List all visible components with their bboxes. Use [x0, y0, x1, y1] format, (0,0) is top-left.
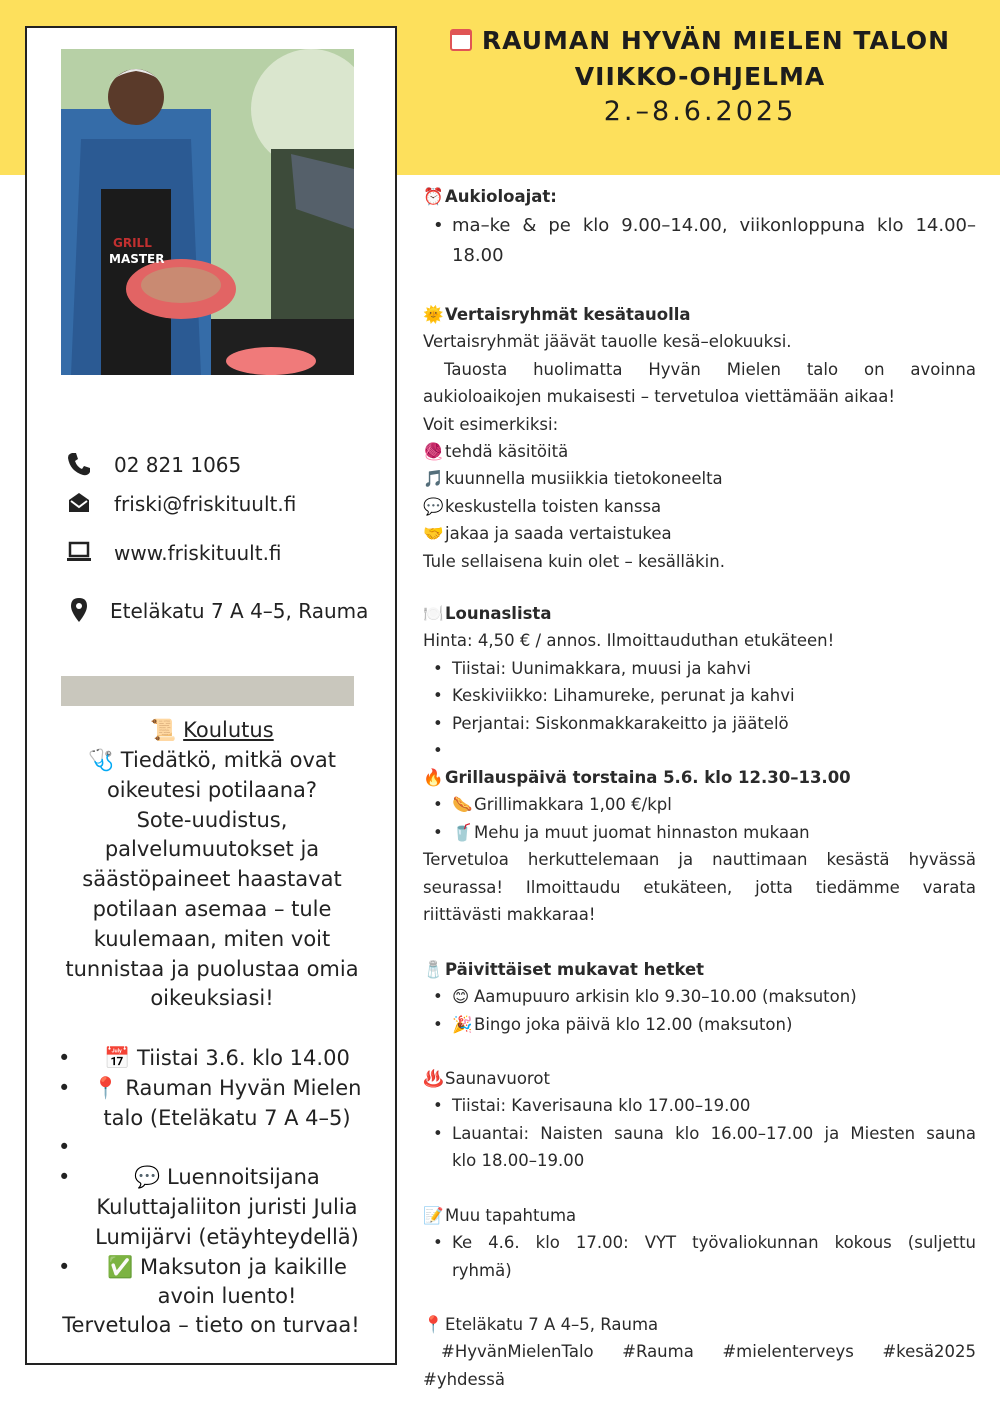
phone-number: 02 821 1065: [114, 453, 242, 477]
education-line: oikeuksiasi!: [150, 986, 274, 1011]
peer-text: Tauosta huolimatta Hyvän Mielen talo on avoinna: [444, 359, 976, 379]
lunch-item: • Keskiviikko: Lihamureke, perunat ja kahvi: [423, 682, 976, 709]
phone-icon: [66, 451, 92, 477]
daily-heading: Päivittäiset mukavat hetket: [445, 960, 705, 979]
opening-hours-heading: Aukioloajat:: [445, 187, 557, 206]
daily-section: [423, 956, 976, 1038]
other-event-heading: Muu tapahtuma: [445, 1206, 577, 1225]
grill-heading: Grillauspäivä torstaina 5.6. klo 12.30–13.00: [445, 768, 851, 787]
opening-hours-item: • ma–ke & pe klo 9.00–14.00, viikonloppuna klo 14.00–: [423, 211, 976, 241]
scroll-icon: 📜: [150, 718, 177, 742]
peer-groups-section: [423, 301, 976, 575]
steam-icon: ♨️: [423, 1069, 444, 1088]
grill-text: riittävästi makkaraa!: [423, 905, 596, 925]
lunch-section: [423, 600, 976, 764]
grill-photo-art: [61, 49, 354, 375]
fork-knife-icon: 🍽️: [423, 604, 444, 623]
footer-hashtags: #HyvänMielenTalo #Rauma #mielenterveys #kesä2025: [441, 1342, 976, 1362]
opening-hours-item-cont: 18.00: [452, 245, 504, 266]
location-pin-icon: [70, 597, 96, 623]
peer-idea: 🤝jakaa ja saada vertaistukea: [423, 520, 976, 547]
page-title: [400, 26, 1000, 55]
sauna-heading: Saunavuorot: [445, 1069, 550, 1088]
email-address: friski@friskituult.fi: [114, 492, 297, 516]
speech-bubble-icon: 💬: [423, 496, 444, 516]
peer-text: Vertaisryhmät jäävät tauolle kesä–elokuuksi.: [423, 332, 792, 352]
hot-dog-icon: 🌭: [452, 795, 473, 815]
page-subtitle: VIIKKO-OHJELMA: [574, 62, 826, 91]
education-heading-text: Koulutus: [183, 718, 274, 742]
speech-bubble-icon: 💬: [134, 1165, 161, 1190]
envelope-icon: [66, 490, 92, 516]
education-line: potilaan asemaa – tule: [92, 896, 332, 921]
smile-icon: 😊: [452, 987, 470, 1007]
education-line: kuulemaan, miten voit: [93, 926, 331, 951]
sauna-item: • Tiistai: Kaverisauna klo 17.00–19.00: [423, 1092, 976, 1119]
page-title-text: RAUMAN HYVÄN MIELEN TALON: [481, 26, 951, 55]
apron-logo-text: GRILL: [113, 236, 152, 250]
grill-section: [423, 764, 976, 928]
peer-idea: 💬keskustella toisten kanssa: [423, 493, 976, 520]
lunch-price: Hinta: 4,50 € / annos. Ilmoittauduthan etukäteen!: [423, 631, 835, 651]
memo-icon: 📝: [423, 1206, 444, 1225]
cup-icon: 🥤: [452, 822, 473, 842]
peer-text: Voit esimerkiksi:: [423, 414, 559, 434]
handshake-icon: 🤝: [423, 524, 444, 544]
music-note-icon: 🎵: [423, 469, 444, 489]
sauna-section: [423, 1065, 976, 1175]
education-line: tunnistaa ja puolustaa omia: [65, 956, 359, 981]
education-closing: Tervetuloa – tieto on turvaa!: [62, 1313, 360, 1337]
week-dates: 2.–8.6.2025: [603, 96, 797, 127]
sauna-item: • Lauantai: Naisten sauna klo 16.00–17.00 ja Miesten sauna: [423, 1120, 976, 1147]
opening-hours-section: [423, 186, 976, 271]
alarm-clock-icon: ⏰: [423, 187, 444, 206]
education-item: • 💬 Luennoitsijana Kuluttajaliiton juristi Julia Lumijärvi (etäyhteydellä): [38, 1163, 386, 1252]
lunch-item-empty: [423, 737, 976, 764]
party-popper-icon: 🎉: [452, 1014, 473, 1034]
education-line: palvelumuutokset ja: [104, 837, 320, 862]
grill-item: • 🥤Mehu ja muut juomat hinnaston mukaan: [423, 819, 976, 846]
peer-text: Tule sellaisena kuin olet – kesälläkin.: [423, 551, 725, 571]
divider-bar: [61, 676, 354, 706]
yarn-icon: 🧶: [423, 442, 444, 462]
footer-hashtags-cont: #yhdessä: [423, 1369, 505, 1389]
salt-shaker-icon: 🧂: [423, 960, 444, 979]
fire-icon: 🔥: [423, 768, 444, 787]
lunch-heading: Lounaslista: [445, 604, 552, 623]
education-line: 🩺 Tiedätkö, mitkä ovat: [87, 748, 337, 772]
peer-text: aukioloaikojen mukaisesti – tervetuloa viettämään aikaa!: [423, 387, 895, 407]
daily-item: • 🎉Bingo joka päivä klo 12.00 (maksuton): [423, 1011, 976, 1038]
stethoscope-icon: 🩺: [87, 748, 115, 772]
peer-idea: 🎵kuunnella musiikkia tietokoneelta: [423, 465, 976, 492]
check-mark-icon: ✅: [107, 1254, 134, 1279]
peer-idea: 🧶tehdä käsitöitä: [423, 438, 976, 465]
other-event-section: [423, 1202, 976, 1284]
grill-text: Tervetuloa herkuttelemaan ja nauttimaan kesästä hyvässä: [423, 850, 976, 870]
grill-text: seurassa! Ilmoittaudu etukäteen, jotta tiedämme varata: [423, 877, 976, 897]
education-heading: [38, 716, 386, 746]
education-line: oikeutesi potilaana?: [106, 777, 318, 802]
apron-logo-text-2: MASTER: [109, 252, 165, 266]
footer-section: [423, 1311, 976, 1393]
sauna-item-cont: klo 18.00–19.00: [452, 1151, 585, 1171]
footer-address: Eteläkatu 7 A 4–5, Rauma: [445, 1315, 659, 1334]
pin-icon: 📍: [423, 1315, 444, 1334]
grill-item: • 🌭Grillimakkara 1,00 €/kpl: [423, 791, 976, 818]
grill-photo: [61, 49, 354, 375]
education-item: • 📅 Tiistai 3.6. klo 14.00: [38, 1044, 386, 1074]
address-text: Eteläkatu 7 A 4–5, Rauma: [110, 599, 369, 623]
education-list: [38, 1044, 386, 1312]
laptop-icon: [66, 539, 92, 565]
pin-icon: 📍: [92, 1075, 119, 1100]
calendar-icon: 📅: [104, 1046, 131, 1070]
lunch-item: • Perjantai: Siskonmakkarakeitto ja jäätelö: [423, 710, 976, 737]
education-item: • 📍 Rauman Hyvän Mielen talo (Eteläkatu 7 A 4–5): [38, 1074, 386, 1134]
education-item-empty: [38, 1133, 386, 1163]
other-event-item: • Ke 4.6. klo 17.00: VYT työvaliokunnan kokous (suljettu: [423, 1229, 976, 1256]
daily-item: • 😊 Aamupuuro arkisin klo 9.30–10.00 (maksuton): [423, 983, 976, 1010]
peer-groups-heading: Vertaisryhmät kesätauolla: [445, 305, 691, 324]
lunch-item: • Tiistai: Uunimakkara, muusi ja kahvi: [423, 655, 976, 682]
calendar-icon: [450, 29, 472, 51]
education-line: Sote-uudistus,: [136, 807, 288, 832]
education-item: • ✅ Maksuton ja kaikille avoin luento!: [38, 1253, 386, 1313]
education-body: [38, 746, 386, 1014]
other-event-item-cont: ryhmä): [452, 1260, 512, 1280]
education-line: säästöpaineet haastavat: [82, 867, 342, 892]
sun-icon: 🌞: [423, 305, 444, 324]
website-url: www.friskituult.fi: [114, 541, 282, 565]
